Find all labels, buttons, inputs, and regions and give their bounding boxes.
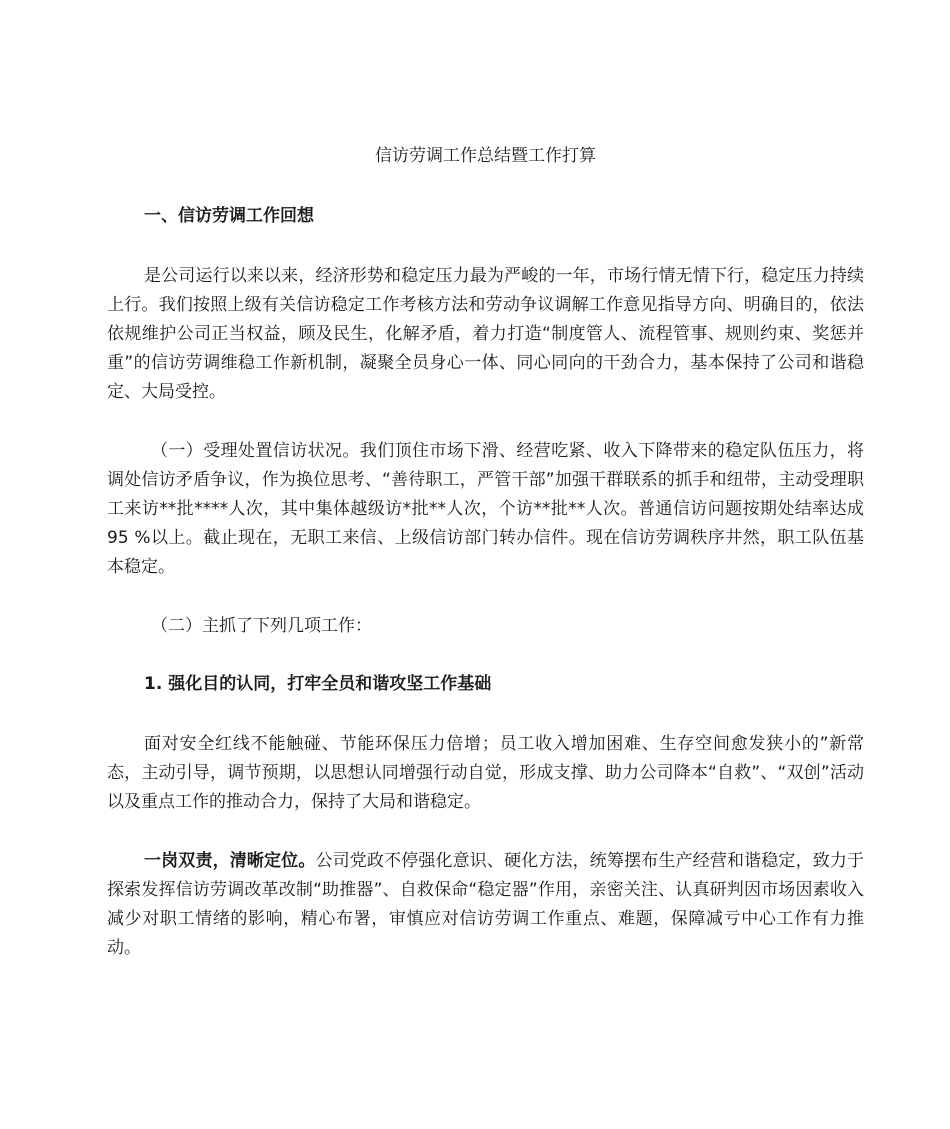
document-title: 信访劳调工作总结暨工作打算 (375, 146, 596, 166)
intro-paragraph: 是公司运行以来以来，经济形势和稳定压力最为严峻的一年，市场行情无情下行，稳定压力持续上行。我们按照上级有关信访稳定工作考核方法和劳动争议调解工作意见指导方向、明确目的，依法依规维护公司正当权益，顾及民生，化解矛盾，着力打造“制度管人、流程管事、规则约束、奖惩并重”的信访劳调维稳工作新机制，凝聚全员身心一体、同心同向的干劲合力，基本保持了公司和谐稳定、大局受控。 (107, 266, 864, 402)
subsection-1-paragraph: （一）受理处置信访状况。我们顶住市场下滑、经营吃紧、收入下降带来的稳定队伍压力，将调处信访矛盾争议，作为换位思考、“善待职工，严管干部”加强干群联系的抓手和纽带，主动受理职工来访**批****人次，其中集体越级访*批**人次，个访**批**人次。普通信访问题按期处结率达成 95 %以上。截止现在，无职工来信、上级信访部门转办信件。现在信访劳调秩序井然，职工队伍基本稳定。 (107, 441, 864, 577)
item-1-sub-paragraph (107, 847, 864, 963)
item-1-heading: 1. 强化目的认同，打牢全员和谐攻坚工作基础 (144, 674, 492, 694)
subsection-2-line: （二）主抓了下列几项工作： (151, 616, 372, 636)
item-1-sub-text: 公司党政不停强化意识、硬化方法，统筹摆布生产经营和谐稳定，致力于探索发挥信访劳调改革改制“助推器”、自救保命“稳定器”作用，亲密关注、认真研判因市场因素收入减少对职工情绪的影响，精心布署，审慎应对信访劳调工作重点、难题，保障减亏中心工作有力推动。 (107, 851, 865, 958)
section-heading: 一、信访劳调工作回想 (144, 206, 314, 226)
item-1-paragraph: 面对安全红线不能触碰、节能环保压力倍增；员工收入增加困难、生存空间愈发狭小的”新常态，主动引导，调节预期，以思想认同增强行动自觉，形成支撑、助力公司降本“自救”、“双创”活动以及重点工作的推动合力，保持了大局和谐稳定。 (107, 734, 864, 812)
item-1-sub-lead: 一岗双责，清晰定位。 (144, 851, 316, 871)
